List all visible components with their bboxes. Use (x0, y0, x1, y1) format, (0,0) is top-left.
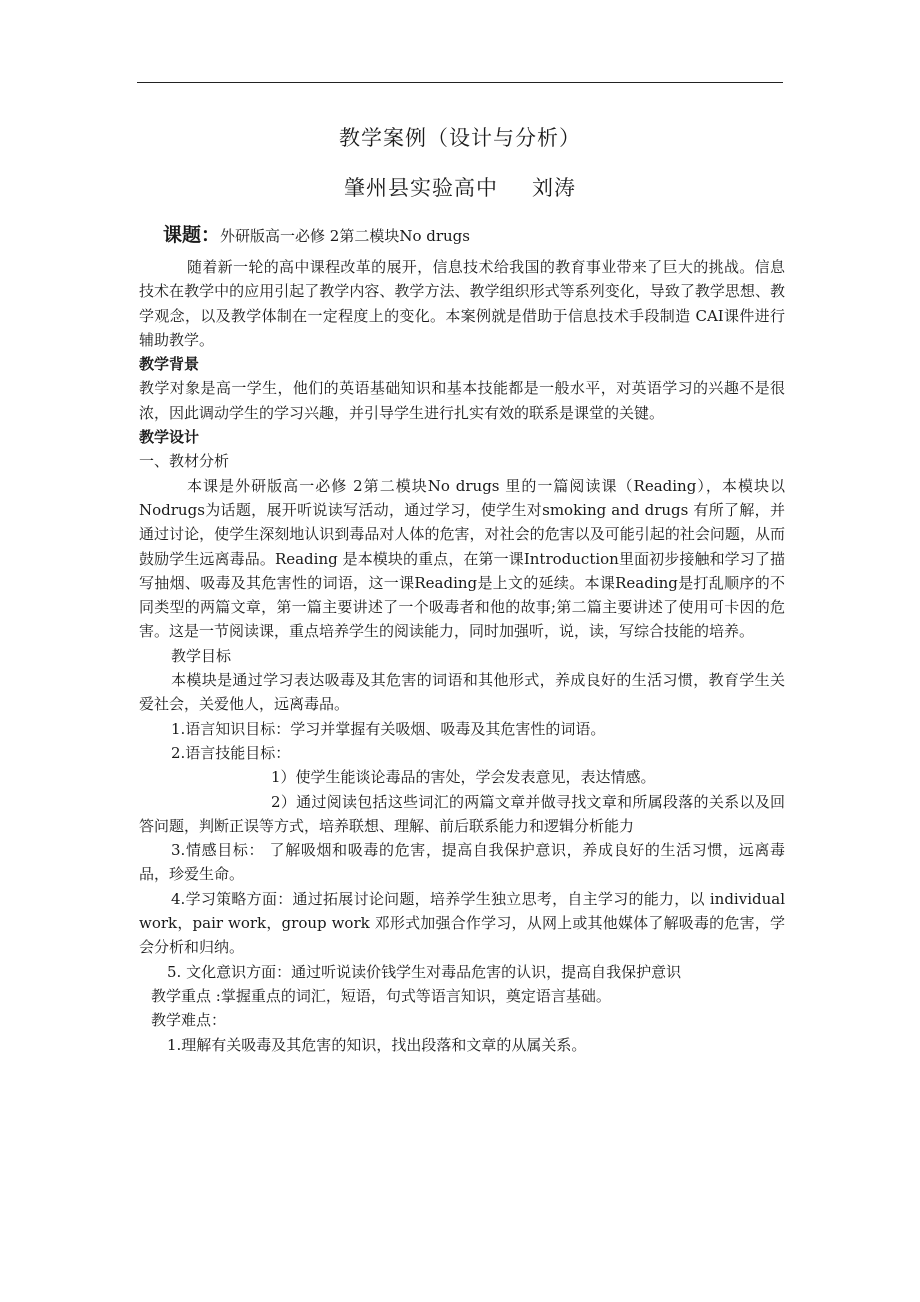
difficulty-item-1: 1.理解有关吸毒及其危害的知识，找出段落和文章的从属关系。 (167, 1035, 587, 1054)
goals-title: 教学目标 (171, 646, 232, 665)
key-points: 教学重点 :掌握重点的词汇，短语，句式等语言知识，奠定语言基础。 (151, 986, 611, 1005)
document-title: 教学案例（设计与分析） (339, 126, 581, 150)
goal-subitem-1: 1）使学生能谈论毒品的害处，学会发表意见，表达情感。 (271, 768, 656, 787)
goal-item-5: 5. 文化意识方面：通过听说读价钱学生对毒品危害的认识，提高自我保护意识 (167, 962, 682, 981)
goal-item-2: 2.语言技能目标： (171, 743, 291, 762)
school-name: 肇州县实验高中 (344, 176, 498, 200)
author-line (0, 172, 920, 202)
subject-text: 外研版高一必修 2第二模块No drugs (220, 227, 470, 245)
difficulties-title: 教学难点： (151, 1011, 227, 1030)
document-body (139, 255, 785, 1057)
design-heading: 教学设计 (139, 428, 200, 447)
goals-intro: 本模块是通过学习表达吸毒及其危害的词语和其他形式，养成良好的生活习惯，教育学生关爱社会，关爱他人，远离毒品。 (139, 671, 785, 714)
goal-subitem-2: 2）通过阅读包括这些词汇的两篇文章并做寻找文章和所属段落的关系以及回答问题，判断正误等方式，培养联想、理解、前后联系能力和逻辑分析能力 (139, 792, 785, 835)
goal-item-3: 3.情感目标： 了解吸烟和吸毒的危害，提高自我保护意识，养成良好的生活习惯，远离毒品，珍爱生命。 (139, 841, 785, 884)
goal-item-4: 4.学习策略方面：通过拓展讨论问题，培养学生独立思考，自主学习的能力，以 individual work，pair work，group work 邓形式加强合作学习，从网上或其他媒体了解吸毒的危害，学会分析和归纳。 (139, 889, 785, 957)
background-paragraph: 教学对象是高一学生，他们的英语基础知识和基本技能都是一般水平，对英语学习的兴趣不是很浓，因此调动学生的学习兴趣，并引导学生进行扎实有效的联系是课堂的关键。 (139, 379, 785, 422)
section-title: 一、教材分析 (139, 452, 230, 471)
background-heading: 教学背景 (139, 355, 200, 374)
analysis-paragraph: 本课是外研版高一必修 2第二模块No drugs 里的一篇阅读课（Reading），本模块以Nodrugs为话题，展开听说读写活动，通过学习，使学生对smoking and drugs 有所了解，并通过讨论，使学生深刻地认识到毒品对人体的危害，对社会的危害以及可能引起的社会问题，从而鼓励学生远离毒品。Reading 是本模块的重点，在第一课Introduction里面初步接触和学习了描写抽烟、吸毒及其危害性的词语，这一课Reading是上文的延续。本课Reading是打乱顺序的不同类型的两篇文章，第一篇主要讲述了一个吸毒者和他的故事;第二篇主要讲述了使用可卡因的危害。这是一节阅读课，重点培养学生的阅读能力，同时加强听，说，读，写综合技能的培养。 (139, 476, 785, 641)
goal-item-1: 1.语言知识目标：学习并掌握有关吸烟、吸毒及其危害性的词语。 (171, 719, 606, 738)
intro-paragraph: 随着新一轮的高中课程改革的展开，信息技术给我国的教育事业带来了巨大的挑战。信息技术在教学中的应用引起了教学内容、教学方法、教学组织形式等系列变化，导致了教学思想、教学观念，以及教学体制在一定程度上的变化。本案例就是借助于信息技术手段制造 CAI课件进行辅助教学。 (139, 258, 785, 349)
header-rule (137, 82, 783, 83)
subject-label: 课题： (163, 224, 221, 246)
author-name: 刘涛 (532, 176, 576, 200)
subject-line (163, 220, 470, 247)
